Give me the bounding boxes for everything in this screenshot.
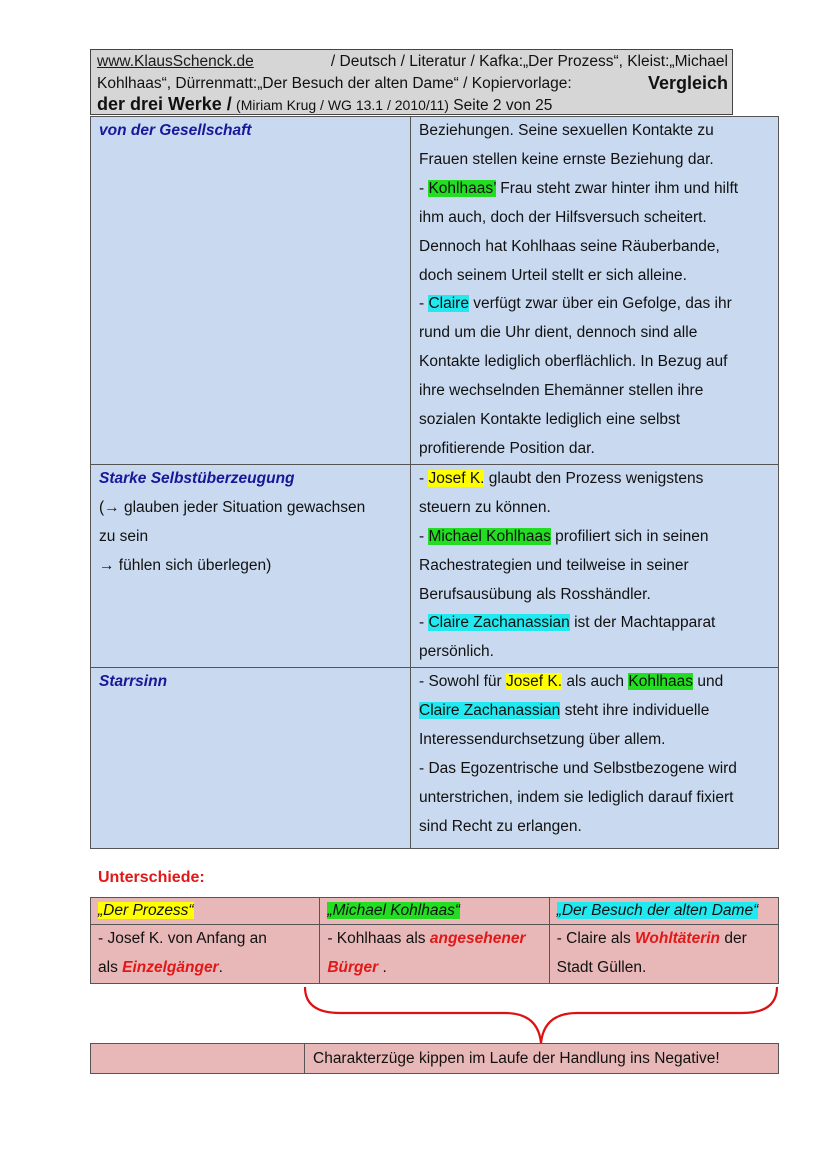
bullet-text: ist der Machtapparat (569, 614, 716, 632)
row-heading-cell (91, 117, 411, 465)
text-line: → fühlen sich überlegen) (99, 556, 272, 574)
text-line: Beziehungen. Seine sexuellen Kontakte zu (419, 122, 714, 139)
text-line (327, 954, 542, 983)
differences-table (90, 897, 779, 984)
header-line-2 (97, 73, 728, 95)
row-heading: Starke Selbstüberzeugung (99, 469, 295, 487)
text-line: Rachestrategien und teilweise in seiner (419, 556, 689, 574)
bullet-text: verfügt zwar über ein Gefolge, das ihr (468, 295, 732, 313)
bullet-text: steht ihre individuelle (560, 702, 710, 720)
table-row (91, 464, 779, 667)
diff-cell-dame (549, 925, 778, 984)
header-page: Seite 2 von 25 (453, 97, 553, 114)
table-row (91, 668, 779, 848)
highlight-josef: Josef K. (506, 673, 563, 691)
text-line (557, 925, 772, 954)
highlight-kohlhaas: Kohlhaas’ (428, 179, 496, 197)
header-works: Kohlhaas“, Dürrenmatt:„Der Besuch der alten Dame“ / Kopiervorlage: (97, 74, 572, 92)
header-line-1 (97, 51, 728, 73)
bullet-text: glaubt den Prozess wenigstens (484, 469, 704, 487)
highlight-claire: Claire (428, 295, 469, 313)
table-row (91, 1044, 779, 1074)
row-heading: von der Gesellschaft (99, 122, 252, 139)
bullet-prefix: - (419, 527, 429, 545)
text-line (327, 925, 542, 954)
bullet-prefix: - (419, 614, 429, 632)
header-cell-prozess (91, 898, 320, 925)
diff-cell-kohlhaas (320, 925, 549, 984)
text-line: Kontakte lediglich oberflächlich. In Bezug auf (419, 353, 728, 371)
bullet-line (419, 290, 772, 319)
text-line: Stadt Güllen. (556, 958, 647, 976)
text-part: . (218, 958, 223, 976)
highlight-kohlhaas: Michael Kohlhaas (428, 527, 551, 545)
bullet-line (419, 668, 772, 697)
text-line: sozialen Kontakte lediglich eine selbst (419, 411, 681, 429)
curly-brace-icon (300, 985, 782, 1047)
conclusion-text: Charakterzüge kippen im Laufe der Handlung ins Negative! (313, 1050, 720, 1067)
keyword-wohltaeterin: Wohltäterin (635, 930, 721, 947)
differences-title: Unterschiede: (98, 869, 205, 886)
row-content-cell (411, 117, 779, 465)
keyword-einzelgaenger: Einzelgänger (122, 958, 219, 976)
text-line: Interessendurchsetzung über allem. (419, 731, 666, 749)
text-line (98, 954, 313, 983)
text-part: . (378, 958, 387, 976)
text-part: als (98, 958, 123, 976)
diff-cell-prozess (91, 925, 320, 984)
text-line: - Josef K. von Anfang an (98, 930, 267, 947)
bullet-prefix: - (419, 295, 429, 313)
table-row (91, 117, 779, 465)
header-kohlhaas: „Michael Kohlhaas“ (327, 902, 461, 919)
bullet-line (419, 523, 772, 552)
bullet-text: als auch (562, 673, 629, 691)
keyword-buerger: Bürger (327, 958, 379, 976)
cell-padding (419, 842, 772, 848)
row-heading-cell (91, 668, 411, 848)
bullet-text: und (693, 673, 724, 691)
text-line: persönlich. (419, 643, 494, 661)
bullet-text: Frau steht zwar hinter ihm und hilft (495, 179, 739, 197)
bullet-line (419, 175, 772, 204)
text-line: profitierende Position dar. (419, 439, 595, 457)
empty-cell (91, 1044, 305, 1074)
text-line: Dennoch hat Kohlhaas seine Räuberbande, (419, 237, 720, 255)
highlight-josef: Josef K. (428, 469, 485, 487)
header-cell-dame (549, 898, 778, 925)
page-header (90, 49, 733, 115)
row-content-cell (411, 464, 779, 667)
bullet-prefix: - Sowohl für (419, 673, 507, 691)
text-line: Berufsausübung als Rosshändler. (419, 585, 651, 603)
text-line: ihm auch, doch der Hilfsversuch scheitert. (419, 208, 707, 226)
header-title-b: der drei Werke / (97, 94, 232, 114)
text-line: zu sein (99, 527, 149, 545)
bullet-line (419, 609, 772, 638)
text-line: unterstrichen, indem sie lediglich darauf fixiert (419, 788, 734, 806)
header-meta: (Miriam Krug / WG 13.1 / 2010/11) (236, 97, 449, 113)
text-line (419, 697, 772, 726)
header-dame: „Der Besuch der alten Dame“ (556, 902, 759, 919)
conclusion-cell (305, 1044, 779, 1074)
row-heading-cell (91, 464, 411, 667)
text-part: - Kohlhaas als (327, 930, 430, 947)
header-line-3 (97, 94, 728, 117)
keyword-angesehener: angesehener (429, 930, 526, 947)
table-header-row (91, 898, 779, 925)
header-cell-kohlhaas (320, 898, 549, 925)
bullet-prefix: - (419, 469, 429, 487)
text-line: doch seinem Urteil stellt er sich alleine. (419, 266, 687, 284)
text-line: ihre wechselnden Ehemänner stellen ihre (419, 382, 704, 400)
text-line: Frauen stellen keine ernste Beziehung dar. (419, 150, 714, 168)
highlight-claire: Claire Zachanassian (428, 614, 570, 632)
text-line: - Das Egozentrische und Selbstbezogene wird (419, 759, 737, 777)
header-breadcrumb: / Deutsch / Literatur / Kafka:„Der Prozess“, Kleist:„Michael (330, 53, 728, 70)
text-line: (→ glauben jeder Situation gewachsen (99, 498, 366, 516)
highlight-kohlhaas: Kohlhaas (628, 673, 694, 691)
text-line: steuern zu können. (419, 498, 551, 516)
header-prozess: „Der Prozess“ (98, 902, 194, 919)
text-line: sind Recht zu erlangen. (419, 817, 582, 835)
table-row (91, 925, 779, 984)
header-title-a: Vergleich (647, 72, 728, 93)
comparison-table (90, 116, 779, 849)
highlight-claire: Claire Zachanassian (419, 702, 561, 720)
bullet-text: profiliert sich in seinen (550, 527, 709, 545)
bullet-prefix: - (419, 179, 429, 197)
text-part: - Claire als (556, 930, 636, 947)
text-line: rund um die Uhr dient, dennoch sind alle (419, 324, 698, 342)
row-heading: Starrsinn (99, 673, 168, 691)
conclusion-table (90, 1043, 779, 1074)
site-link[interactable]: www.KlausSchenck.de (97, 53, 254, 70)
text-part: der (720, 930, 747, 947)
row-content-cell (411, 668, 779, 848)
bullet-line (419, 465, 772, 494)
